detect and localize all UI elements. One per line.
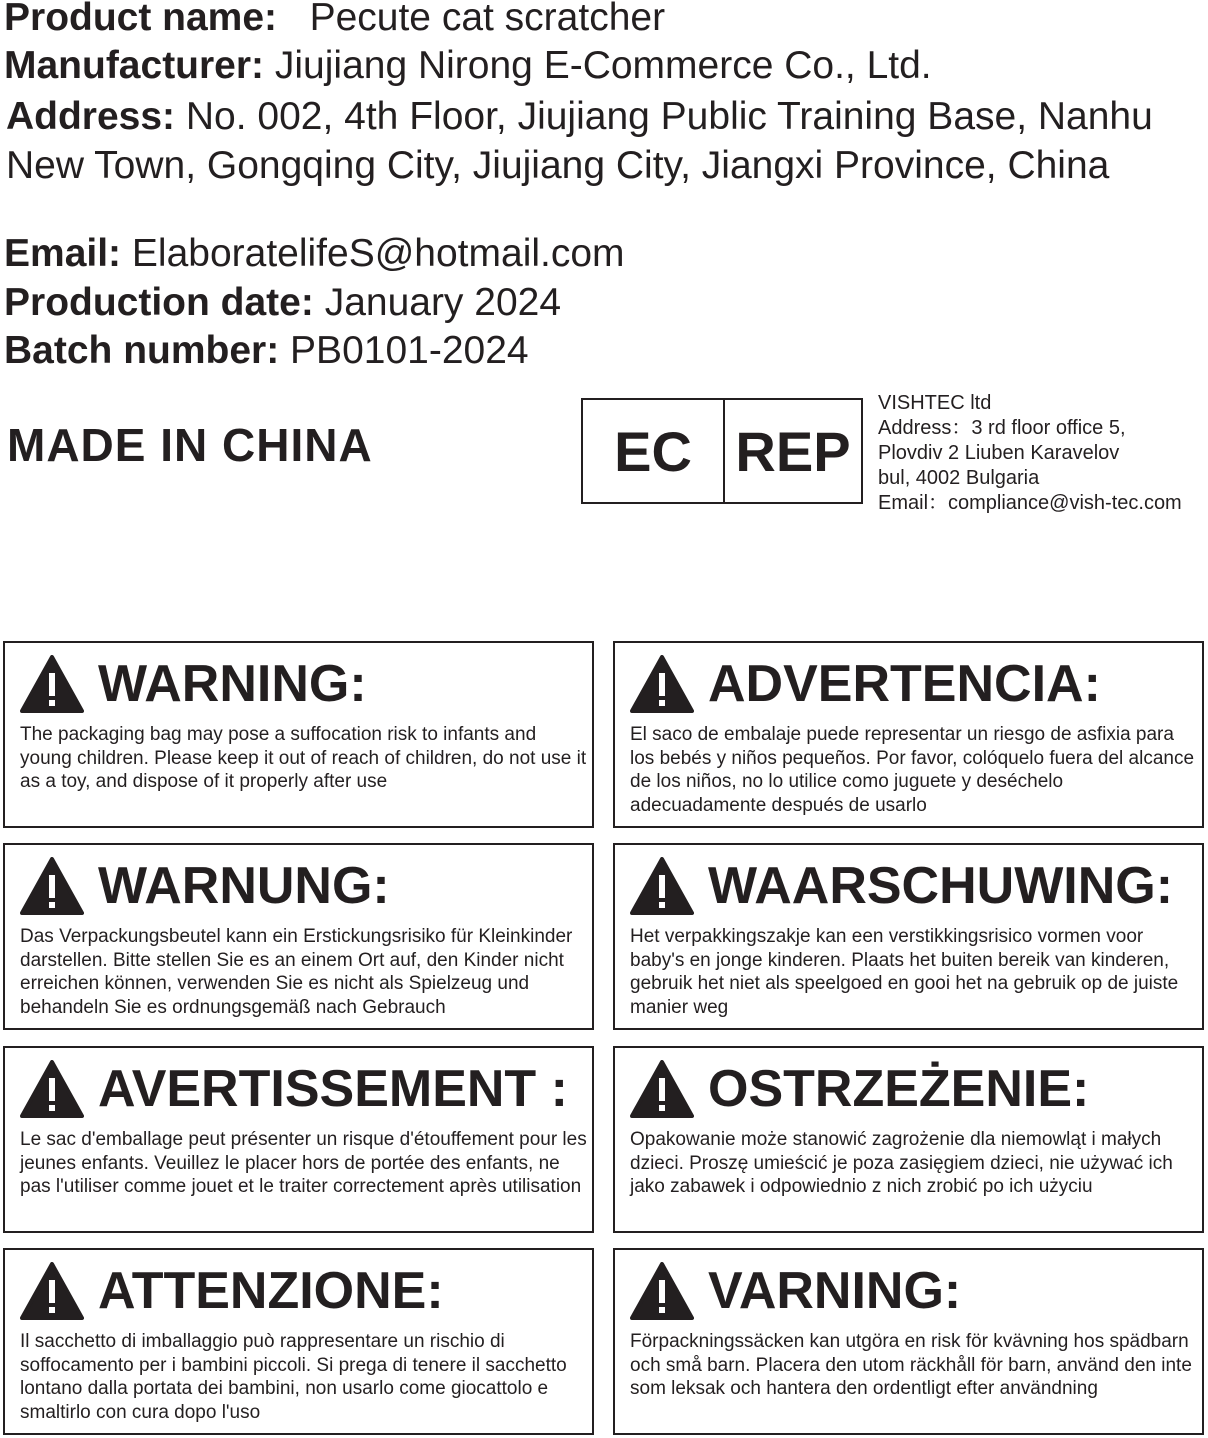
warning-box-it <box>3 1248 594 1435</box>
batch-number-value: PB0101-2024 <box>290 329 529 372</box>
warning-triangle-icon <box>630 1060 694 1118</box>
address-block <box>6 92 1206 190</box>
warning-text: El saco de embalaje puede representar un riesgo de asfixia para los bebés y niños pequeños. Por favor, colóquelo fuera del alcance de los niños, no lo utilice como juguete y deséchelo adecuadamente después de usarlo <box>630 724 1195 816</box>
warning-triangle-icon <box>20 655 84 713</box>
rep-address-line3: bul, 4002 Bulgaria <box>878 467 1040 489</box>
warning-header <box>630 1060 1089 1118</box>
warning-header <box>630 857 1173 915</box>
rep-company: VISHTEC ltd <box>878 392 992 414</box>
warning-triangle-icon <box>630 655 694 713</box>
warning-text: The packaging bag may pose a suffocation risk to infants and young children. Please keep it out of reach of children, do not use it as a toy, and dispose of it properly after use <box>20 724 587 792</box>
warning-title: ATTENZIONE: <box>98 1262 444 1320</box>
warning-text: Il sacchetto di imballaggio può rappresentare un rischio di soffocamento per i bambini piccoli. Si prega di tenere il sacchetto lontano dalla portata dei bambini, non usarlo come giocattolo e smaltirlo con cura dopo l'uso <box>20 1331 567 1423</box>
warning-title: VARNING: <box>708 1262 962 1320</box>
warning-triangle-icon <box>20 1262 84 1320</box>
address-label: Address: <box>6 95 176 138</box>
warning-box-de <box>3 843 594 1030</box>
ec-mark: EC <box>583 400 725 502</box>
ec-rep-info <box>878 391 1182 516</box>
warning-header <box>20 857 390 915</box>
rep-address-line2: Plovdiv 2 Liuben Karavelov <box>878 442 1120 464</box>
made-in-china: MADE IN CHINA <box>7 419 373 471</box>
product-name-label: Product name: <box>4 0 278 39</box>
warning-box-sv <box>613 1248 1204 1435</box>
production-date-value: January 2024 <box>324 281 562 324</box>
email-label: Email: <box>4 232 122 275</box>
manufacturer-value: Jiujiang Nirong E-Commerce Co., Ltd. <box>274 44 932 87</box>
product-name-value: Pecute cat scratcher <box>309 0 666 39</box>
batch-number-label: Batch number: <box>4 329 280 372</box>
rep-email: Email：compliance@vish-tec.com <box>878 492 1182 514</box>
manufacturer-label: Manufacturer: <box>4 44 265 87</box>
rep-mark: REP <box>735 419 851 483</box>
warning-header <box>20 1262 444 1320</box>
manufacturer-line <box>4 42 932 90</box>
address-value: No. 002, 4th Floor, Jiujiang Public Training Base, Nanhu New Town, Gongqing City, Jiujiang City, Jiangxi Province, China <box>6 95 1153 187</box>
warning-header <box>20 655 367 713</box>
rep-address-line1: Address：3 rd floor office 5, <box>878 417 1126 439</box>
production-date-label: Production date: <box>4 281 314 324</box>
warning-triangle-icon <box>20 1060 84 1118</box>
warning-title: OSTRZEŻENIE: <box>708 1060 1090 1118</box>
warning-text: Das Verpackungsbeutel kann ein Erstickungsrisiko für Kleinkinder darstellen. Bitte stellen Sie es an einem Ort auf, den Kinder nicht erreichen können, verwenden Sie es nicht als Spielzeug und behandeln Sie es ordnungsgemäß nach Gebrauch <box>20 926 573 1018</box>
warning-box-nl <box>613 843 1204 1030</box>
warning-box-pl <box>613 1046 1204 1233</box>
ec-rep-symbol <box>581 398 863 504</box>
warning-title: WARNUNG: <box>98 857 390 915</box>
warning-title: WARNING: <box>98 655 367 713</box>
production-date-line <box>4 279 561 327</box>
warning-triangle-icon <box>630 1262 694 1320</box>
product-name-line <box>4 0 665 42</box>
warning-box-fr <box>3 1046 594 1233</box>
warning-header <box>20 1060 568 1118</box>
warning-triangle-icon <box>630 857 694 915</box>
warning-title: ADVERTENCIA: <box>708 655 1101 713</box>
warning-text: Opakowanie może stanowić zagrożenie dla niemowląt i małych dzieci. Proszę umieścić je poza zasięgiem dzieci, nie używać ich jako zabawek i odpowiednio z nich zrobić po ich użyciu <box>630 1129 1173 1197</box>
warning-text: Het verpakkingszakje kan een verstikkingsrisico vormen voor baby's en jonge kinderen. Plaats het buiten bereik van kinderen, gebruik het niet als speelgoed en gooi het na gebruik op de juiste manier weg <box>630 926 1179 1018</box>
warning-header <box>630 655 1101 713</box>
warning-box-es <box>613 641 1204 828</box>
warning-box-en <box>3 641 594 828</box>
warning-text: Le sac d'emballage peut présenter un risque d'étouffement pour les jeunes enfants. Veuillez le placer hors de portée des enfants, ne pas l'utiliser comme jouet et le traiter correctement après utilisation <box>20 1129 587 1197</box>
warning-header <box>630 1262 961 1320</box>
batch-number-line <box>4 327 529 375</box>
warning-triangle-icon <box>20 857 84 915</box>
email-line <box>4 230 625 278</box>
warning-title: WAARSCHUWING: <box>708 857 1174 915</box>
warning-title: AVERTISSEMENT : <box>98 1060 568 1118</box>
email-value: ElaboratelifeS@hotmail.com <box>131 232 625 275</box>
warning-text: Förpackningssäcken kan utgöra en risk för kvävning hos spädbarn och små barn. Placera den utom räckhåll för barn, använd den inte som leksak och hantera den ordentligt efter användning <box>630 1331 1192 1399</box>
